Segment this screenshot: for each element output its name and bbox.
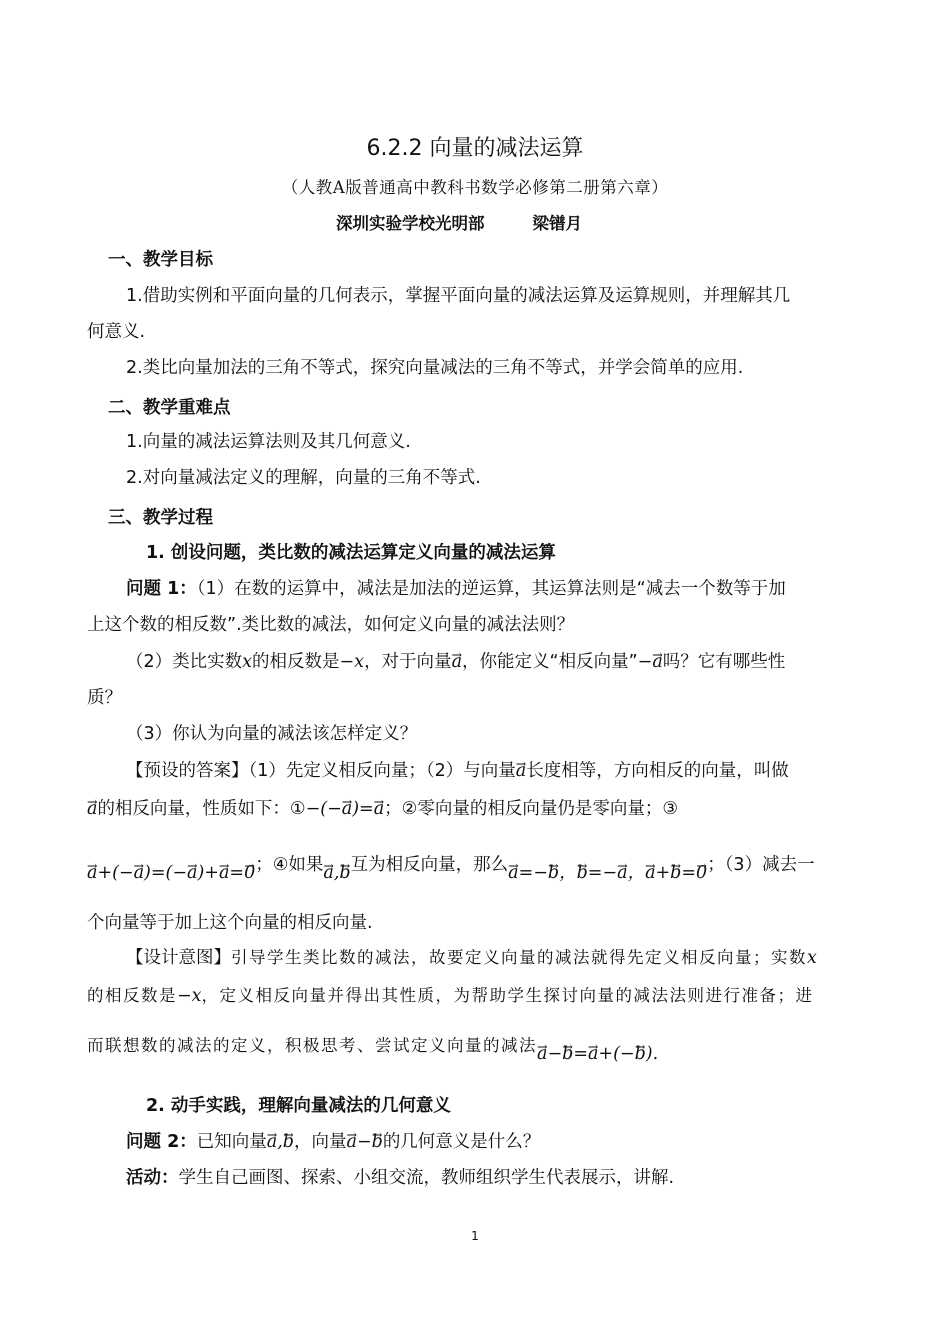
subsection-2-heading: 2. 动手实践，理解向量减法的几何意义: [146, 1096, 451, 1116]
q1p2-text-e: 吗？它有哪些性: [662, 652, 786, 672]
question-1-line-2: 上这个数的相反数”.类比数的减法，如何定义向量的减法法则？: [87, 615, 575, 635]
question-1-text: （1）在数的运算中，减法是加法的逆运算，其运算法则是“减去一个数等于加: [196, 579, 786, 599]
intent-line-3: [87, 1034, 659, 1064]
document-subtitle: （人教A版普通高中教科书数学必修第二册第六章）: [281, 178, 669, 197]
question-2-text-b: ，向量: [294, 1132, 347, 1152]
neg-x: −x: [177, 986, 202, 1006]
intent-label: 【设计意图】: [126, 948, 231, 968]
section2-heading: 二、教学重难点: [108, 398, 231, 418]
activity-line: [126, 1166, 674, 1190]
question-1-part-2: [126, 650, 785, 674]
formula-a-minus-b: → a−→ b: [347, 1132, 383, 1152]
answer-line-1: [126, 759, 789, 783]
answer-text-1b: 长度相等，方向相反的向量，叫做: [526, 761, 789, 781]
answer-line-3: [87, 853, 815, 883]
q1p2-text-c: ，对于向量: [364, 652, 452, 672]
activity-label: 活动：: [126, 1168, 179, 1188]
answer-text-2b: ；②零向量的相反向量仍是零向量；③: [384, 799, 679, 819]
vectors-a-b: → a,→ b: [267, 1132, 294, 1152]
formula-subtraction-definition: → a−→ b=→ a+(−→ b).: [537, 1044, 658, 1064]
author-line: [336, 212, 582, 236]
answer-label: 【预设的答案】: [126, 761, 249, 781]
intent-text-3: 而联想数的减法的定义，积极思考、尝试定义向量的减法: [87, 1036, 537, 1055]
vectors-a-b: → a,→ b: [323, 863, 350, 883]
vector-a: → a: [87, 797, 97, 821]
vector-a: → a: [452, 650, 462, 674]
q1p2-text-b: 的相反数是: [252, 652, 340, 672]
answer-text-3c: ；（3）减去一: [707, 855, 815, 875]
subsection-1-heading: 1. 创设问题，类比数的减法运算定义向量的减法运算: [146, 543, 556, 563]
vector-a: → a: [516, 759, 526, 783]
intent-text-2b: ，定义相反向量并得出其性质，为帮助学生探讨向量的减法法则进行准备；进: [201, 986, 814, 1005]
question-2-text-a: 已知向量: [196, 1132, 267, 1152]
intent-line-2: [87, 984, 814, 1008]
var-x: x: [242, 652, 253, 672]
intent-text-1: 引导学生类比数的减法，故要定义向量的减法就得先定义相反向量；实数: [231, 948, 807, 967]
q1p2-text-d: ，你能定义“相反向量”: [462, 652, 638, 672]
question-1-line-1: [126, 577, 786, 601]
question-1-part-3: （3）你认为向量的减法该怎样定义？: [126, 724, 418, 744]
section3-heading: 三、教学过程: [108, 508, 213, 528]
activity-text: 学生自己画图、探索、小组交流，教师组织学生代表展示，讲解.: [178, 1168, 675, 1188]
page-number: 1: [471, 1229, 479, 1243]
formula-double-negation: −(−→ a)=→ a: [306, 799, 385, 819]
objective-1-line-1: 1.借助实例和平面向量的几何表示，掌握平面向量的减法运算及运算规则，并理解其几: [126, 286, 791, 306]
answer-text-3a: ；④如果: [255, 855, 324, 875]
question-1-part-2-line-2: 质？: [87, 688, 122, 708]
var-x: x: [807, 948, 817, 968]
intent-line-1: [126, 946, 817, 970]
formula-opposite-vectors: → a=−→ b，→ b=−→ a，→ a+→ b=→ 0: [508, 863, 707, 883]
key-point-1: 1.向量的减法运算法则及其几何意义.: [126, 432, 411, 452]
answer-text-3b: 互为相反向量，那么: [350, 855, 509, 875]
neg-x: −x: [339, 652, 365, 672]
question-2-label: 问题 2：: [126, 1132, 197, 1152]
author-school: 深圳实验学校光明部: [336, 214, 485, 233]
question-2-text-c: 的几何意义是什么？: [382, 1132, 541, 1152]
author-name: 梁镨月: [532, 214, 582, 233]
document-title: 6.2.2 向量的减法运算: [366, 136, 584, 161]
question-2: [126, 1130, 540, 1154]
answer-text-1a: （1）先定义相反向量；（2）与向量: [248, 761, 516, 781]
question-1-label: 问题 1：: [126, 579, 197, 599]
intent-text-2a: 的相反数是: [87, 986, 177, 1005]
objective-2: 2.类比向量加法的三角不等式，探究向量减法的三角不等式，并学会简单的应用.: [126, 358, 744, 378]
key-point-2: 2.对向量减法定义的理解，向量的三角不等式.: [126, 468, 481, 488]
answer-line-4: 个向量等于加上这个向量的相反向量.: [87, 913, 373, 933]
answer-line-2: [87, 797, 678, 821]
q1p2-text-a: （2）类比实数: [126, 652, 243, 672]
section1-heading: 一、教学目标: [108, 250, 213, 270]
formula-sum-zero: → a+(−→ a)=(−→ a)+→ a=→ 0: [87, 863, 255, 883]
answer-text-2a: 的相反向量，性质如下：①: [97, 799, 306, 819]
neg-vector-a: −→ a: [638, 652, 663, 672]
objective-1-line-2: 何意义.: [87, 322, 146, 342]
